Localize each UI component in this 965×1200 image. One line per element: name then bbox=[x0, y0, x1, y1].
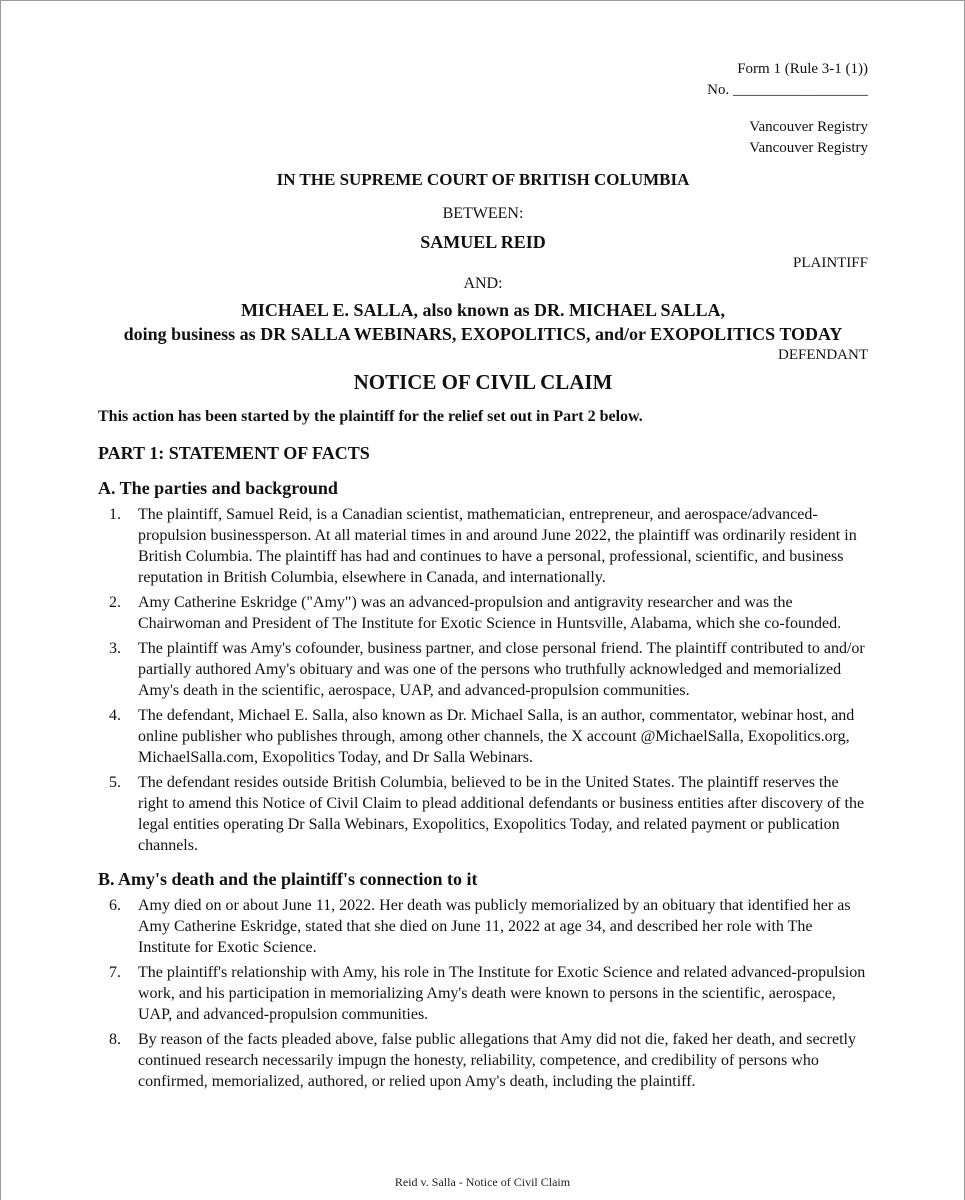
defendant-business-names: doing business as DR SALLA WEBINARS, EXOPOLITICS, and/or EXOPOLITICS TODAY bbox=[123, 324, 843, 344]
defendant-label: DEFENDANT bbox=[778, 347, 868, 363]
section-heading: B. Amy's death and the plaintiff's connection to it bbox=[98, 869, 478, 889]
numbered-paragraph bbox=[98, 895, 868, 958]
page-footer: Reid v. Salla - Notice of Civil Claim bbox=[394, 1175, 571, 1189]
paragraph-number: 2. bbox=[109, 594, 121, 611]
defendant-name: MICHAEL E. SALLA, also known as DR. MICHAEL SALLA, bbox=[240, 300, 726, 320]
paragraph-number: 1. bbox=[109, 506, 121, 523]
registry-block bbox=[98, 117, 868, 159]
paragraph-text: By reason of the facts pleaded above, false public allegations that Amy did not die, faked her death, and secretly continued research necessarily impugn the honesty, reliability, competence, and credibility of persons who confirmed, memorialized, authored, or relied upon Amy's death, including the plaintiff. bbox=[138, 1031, 856, 1090]
numbered-paragraph bbox=[98, 1029, 868, 1092]
paragraph-list bbox=[98, 895, 868, 1092]
and-label: AND: bbox=[463, 275, 503, 292]
court-file-number: No. __________________ bbox=[707, 82, 868, 98]
numbered-paragraph bbox=[98, 504, 868, 588]
numbered-paragraph bbox=[98, 772, 868, 856]
document-title: NOTICE OF CIVIL CLAIM bbox=[353, 370, 613, 394]
court-title: IN THE SUPREME COURT OF BRITISH COLUMBIA bbox=[276, 170, 690, 189]
between-label: BETWEEN: bbox=[442, 205, 524, 222]
paragraph-number: 3. bbox=[109, 640, 121, 657]
numbered-paragraph bbox=[98, 638, 868, 701]
paragraph-number: 8. bbox=[109, 1031, 121, 1048]
paragraph-text: The plaintiff's relationship with Amy, his role in The Institute for Exotic Science and related advanced-propulsion work, and his participation in memorializing Amy's death were known to persons in the scientific, aerospace, UAP, and advanced-propulsion communities. bbox=[138, 964, 866, 1023]
paragraph-text: Amy died on or about June 11, 2022. Her death was publicly memorialized by an obituary that identified her as Amy Catherine Eskridge, stated that she died on June 11, 2022 at age 34, and described her role with The Institute for Exotic Science. bbox=[138, 897, 851, 956]
paragraph-text: The plaintiff, Samuel Reid, is a Canadian scientist, mathematician, entrepreneur, and aerospace/advanced-propulsion businessperson. At all material times in and around June 2022, the plaintiff was ordinarily resident in British Columbia. The plaintiff has had and continues to have a personal, professional, scientific, and business reputation in British Columbia, elsewhere in Canada, and internationally. bbox=[138, 506, 857, 586]
registry-line: Vancouver Registry bbox=[749, 140, 868, 156]
paragraph-list bbox=[98, 504, 868, 856]
paragraph-number: 7. bbox=[109, 964, 121, 981]
paragraph-text: The defendant resides outside British Columbia, believed to be in the United States. The plaintiff reserves the right to amend this Notice of Civil Claim to plead additional defendants or business entities after discovery of the legal entities operating Dr Salla Webinars, Exopolitics, Exopolitics Today, and related payment or publication channels. bbox=[138, 774, 865, 854]
section-heading: A. The parties and background bbox=[98, 478, 338, 498]
numbered-paragraph bbox=[98, 592, 868, 634]
paragraph-number: 6. bbox=[109, 897, 121, 914]
numbered-paragraph bbox=[98, 705, 868, 768]
paragraph-number: 4. bbox=[109, 707, 121, 724]
paragraph-text: The defendant, Michael E. Salla, also known as Dr. Michael Salla, is an author, commentator, webinar host, and online publisher who publishes through, among other channels, the X account @MichaelSalla, Exopolitics.org, MichaelSalla.com, Exopolitics Today, and Dr Salla Webinars. bbox=[138, 707, 855, 766]
plaintiff-label: PLAINTIFF bbox=[792, 255, 868, 271]
part-heading: PART 1: STATEMENT OF FACTS bbox=[98, 443, 370, 463]
paragraph-text: The plaintiff was Amy's cofounder, business partner, and close personal friend. The plaintiff contributed to and/or partially authored Amy's obituary and was one of the persons who truthfully acknowledged and memorialized Amy's death in the scientific, aerospace, UAP, and advanced-propulsion communities. bbox=[138, 640, 865, 699]
form-label: Form 1 (Rule 3-1 (1)) bbox=[737, 61, 868, 77]
plaintiff-name: SAMUEL REID bbox=[420, 232, 546, 252]
registry-line: Vancouver Registry bbox=[749, 119, 868, 135]
paragraph-text: Amy Catherine Eskridge ("Amy") was an advanced-propulsion and antigravity researcher and was the Chairwoman and President of The Institute for Exotic Science in Huntsville, Alabama, which she co-founded. bbox=[138, 594, 842, 632]
paragraph-number: 5. bbox=[109, 774, 121, 791]
numbered-paragraph bbox=[98, 962, 868, 1025]
intro-statement: This action has been started by the plaintiff for the relief set out in Part 2 below. bbox=[98, 408, 643, 425]
